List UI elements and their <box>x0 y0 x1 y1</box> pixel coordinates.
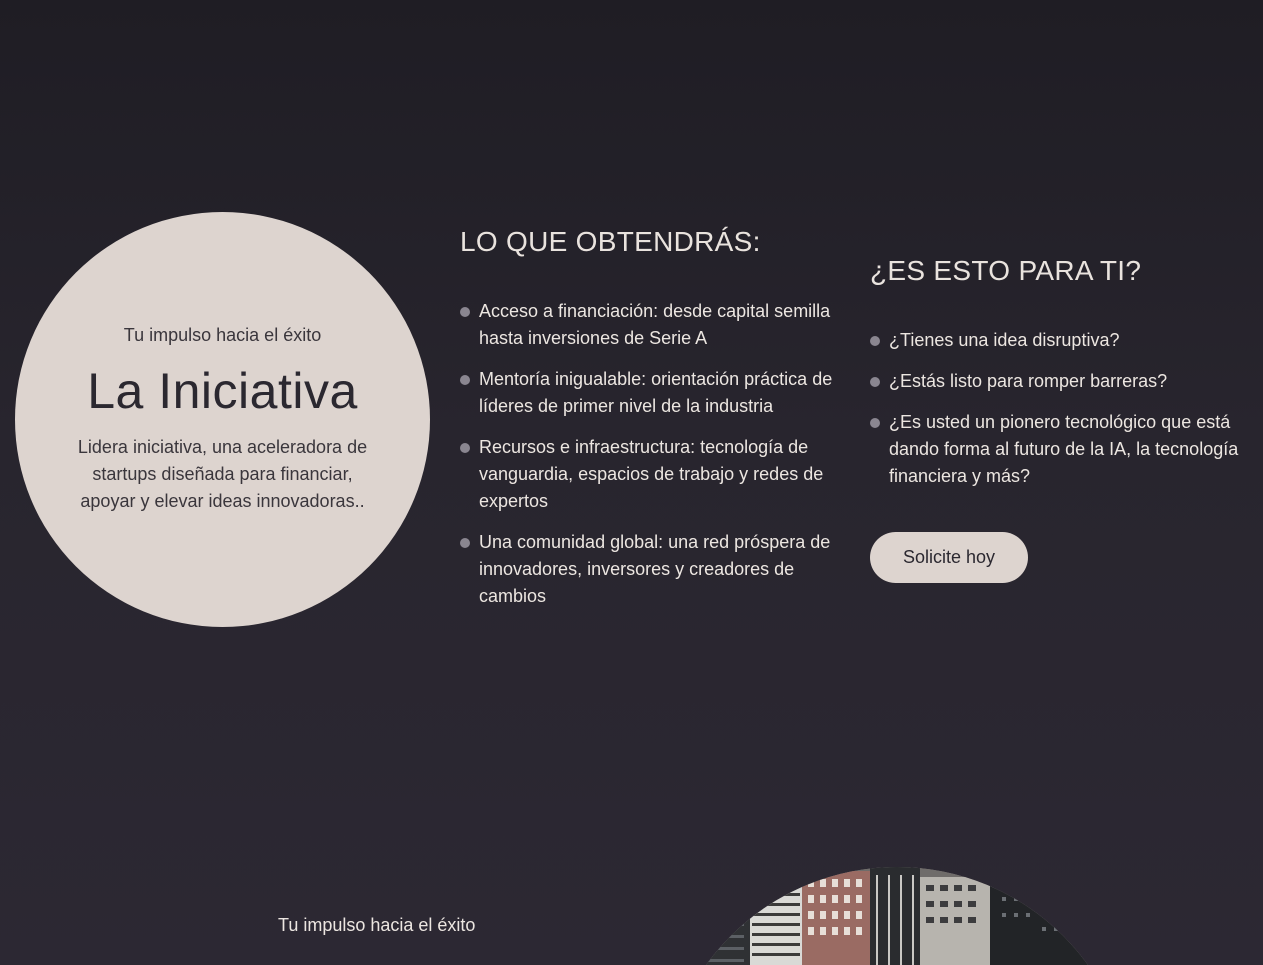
list-item <box>460 298 840 352</box>
fit-question: ¿Estás listo para romper barreras? <box>889 371 1168 391</box>
bullet-icon <box>460 538 470 548</box>
benefits-heading: LO QUE OBTENDRÁS: <box>460 226 761 257</box>
list-item <box>460 434 840 515</box>
benefits-list <box>460 298 840 610</box>
benefit-text: Recursos e infraestructura: tecnología de vanguardia, espacios de trabajo y redes de expertos <box>479 437 824 511</box>
apply-button[interactable]: Solicite hoy <box>870 532 1028 583</box>
fit-list <box>870 327 1250 490</box>
benefit-text: Una comunidad global: una red próspera de innovadores, inversores y creadores de cambios <box>479 532 831 606</box>
list-item <box>460 529 840 610</box>
city-buildings-image <box>662 867 1132 965</box>
fit-question: ¿Tienes una idea disruptiva? <box>889 330 1120 350</box>
hero-eyebrow: Tu impulso hacia el éxito <box>123 325 322 345</box>
city-illustration <box>662 867 1132 965</box>
fit-heading: ¿ES ESTO PARA TI? <box>870 255 1142 286</box>
hero-title: La Iniciativa <box>87 363 358 419</box>
next-section-eyebrow: Tu impulso hacia el éxito <box>278 915 476 935</box>
bullet-icon <box>460 375 470 385</box>
hero-circle <box>15 212 430 627</box>
hero-description: Lidera iniciativa, una aceleradora de startups diseñada para financiar, apoyar y elevar ideas innovadoras.. <box>77 437 368 511</box>
bullet-icon <box>460 443 470 453</box>
bullet-icon <box>870 418 880 428</box>
list-item <box>870 409 1250 490</box>
benefit-text: Acceso a financiación: desde capital semilla hasta inversiones de Serie A <box>479 301 831 348</box>
benefit-text: Mentoría inigualable: orientación práctica de líderes de primer nivel de la industria <box>479 369 833 416</box>
bullet-icon <box>870 336 880 346</box>
list-item <box>870 327 1250 354</box>
list-item <box>460 366 840 420</box>
bullet-icon <box>460 307 470 317</box>
bullet-icon <box>870 377 880 387</box>
fit-question: ¿Es usted un pionero tecnológico que está dando forma al futuro de la IA, la tecnología financiera y más? <box>889 412 1239 486</box>
benefits-section <box>460 226 840 624</box>
list-item <box>870 368 1250 395</box>
fit-section <box>870 255 1250 583</box>
